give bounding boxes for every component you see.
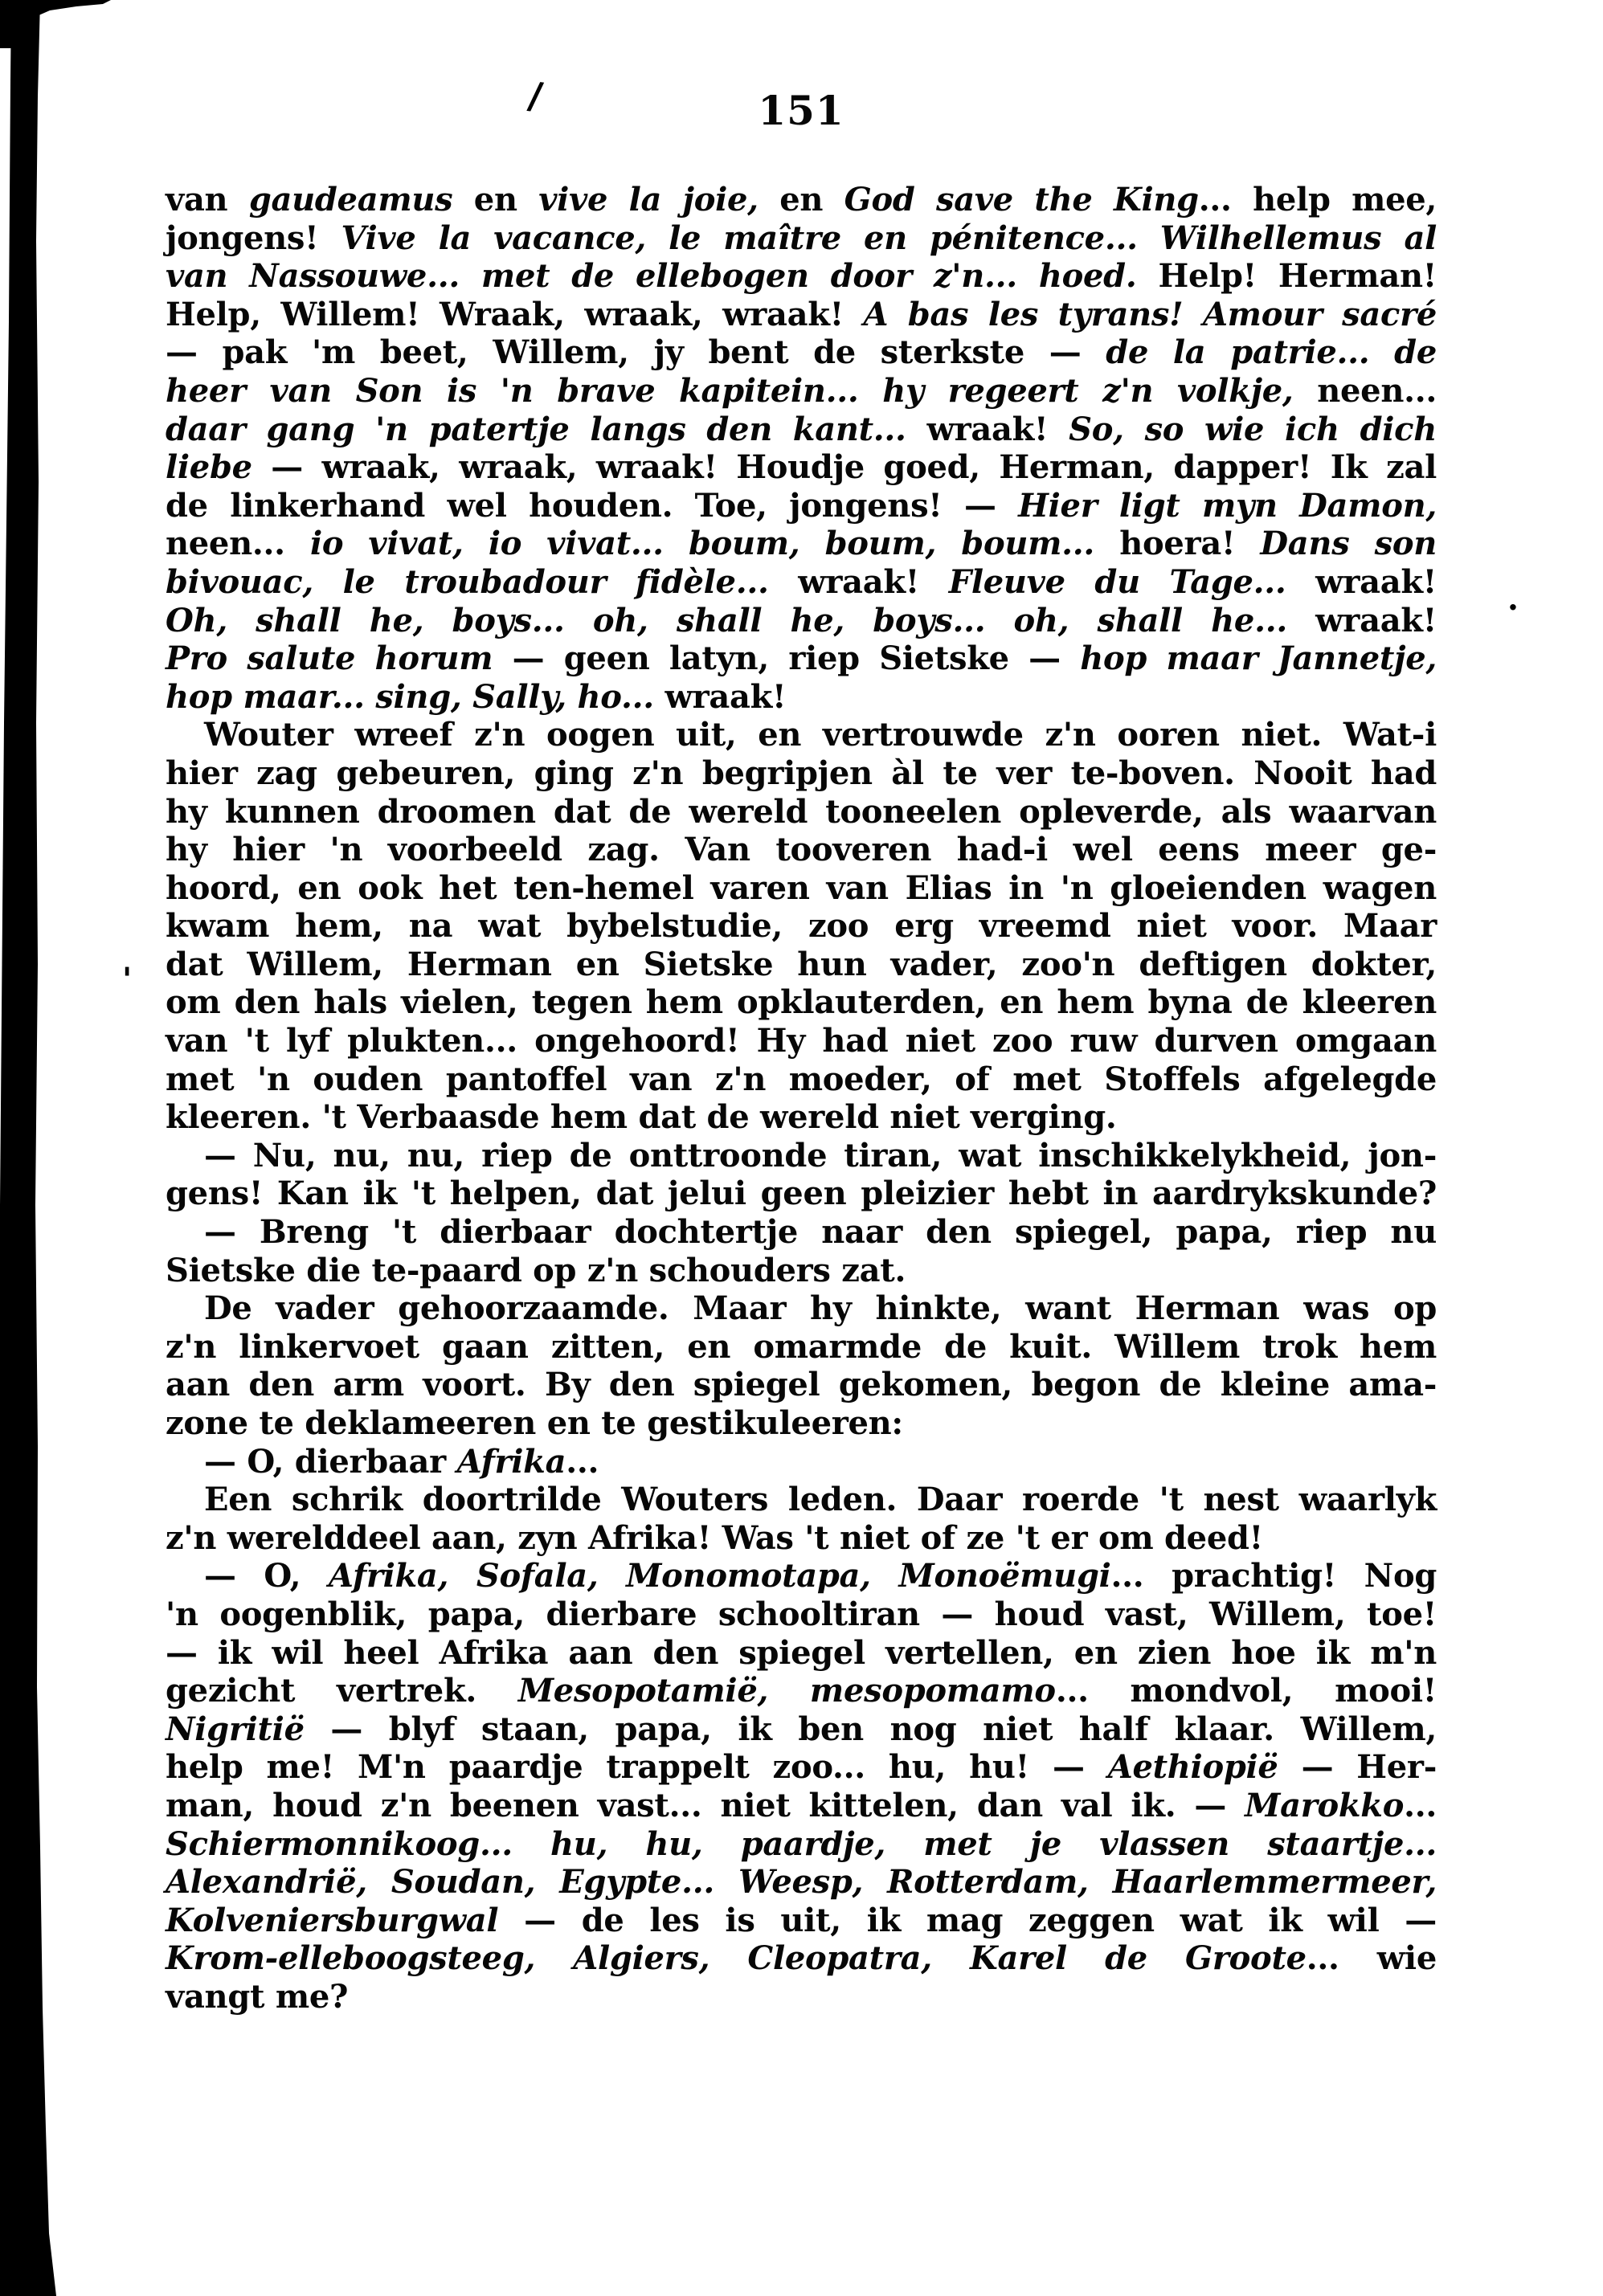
roman-text: Help! Herman! — [1136, 257, 1437, 296]
roman-text: hy hier 'n voorbeeld zag. Van tooveren had-i wel eens meer ge- — [166, 831, 1437, 869]
italic-text: Nigritië — [166, 1710, 305, 1748]
roman-text: Sietske die te-paard op z'n schouders zat. — [166, 1251, 906, 1289]
italic-text: vive la joie, — [538, 181, 759, 219]
roman-text: gezicht vertrek. — [166, 1672, 518, 1710]
text-line — [166, 1710, 1437, 1749]
italic-text: Marokko — [1245, 1786, 1405, 1824]
text-line — [166, 1137, 1437, 1175]
roman-text: — Nu, nu, nu, riep de onttroonde tiran, wat inschikkelykheid, jon- — [204, 1136, 1437, 1175]
roman-text: — O, dierbaar — [204, 1442, 457, 1481]
text-line — [166, 1060, 1437, 1099]
text-line — [166, 983, 1437, 1022]
roman-text: Help, Willem! Wraak, wraak, wraak! — [166, 295, 864, 333]
text-line — [166, 1978, 1437, 2016]
italic-text: Hier ligt myn Damon, — [1018, 486, 1437, 525]
italic-text: hop maar Jannetje, — [1080, 639, 1437, 678]
text-line — [166, 1098, 1437, 1137]
italic-text: So, so wie ich dich — [1069, 410, 1437, 448]
text-line — [166, 1787, 1437, 1825]
text-line — [166, 181, 1437, 219]
text-line — [166, 602, 1437, 640]
roman-text: wraak! — [1286, 601, 1437, 639]
text-line — [166, 639, 1437, 678]
roman-text: hoera! — [1094, 525, 1261, 563]
text-line — [166, 1595, 1437, 1634]
roman-text: zone te deklameeren en te gestikuleeren: — [166, 1404, 903, 1442]
roman-text: wraak! — [1286, 562, 1437, 601]
text-line — [166, 219, 1437, 258]
italic-text: Schiermonnikoog... hu, hu, paardje, met je vlassen staartje... — [166, 1824, 1437, 1863]
roman-text: ... — [1404, 1786, 1437, 1824]
text-line — [166, 1863, 1437, 1902]
text-line — [166, 563, 1437, 602]
roman-text: hoord, en ook het ten-hemel varen van Elias in 'n gloeienden wagen — [166, 868, 1437, 907]
italic-text: Mesopotamië, mesopomamo — [517, 1672, 1056, 1710]
scan-artifact-slash: / — [525, 73, 546, 118]
italic-text: hop maar... sing, Sally, ho... — [166, 677, 654, 716]
scan-artifact-dot: . — [1507, 580, 1519, 618]
roman-text: aan den arm voort. By den spiegel gekomen, begon de kleine ama- — [166, 1366, 1437, 1404]
roman-text: wraak! — [653, 677, 787, 716]
roman-text: dat Willem, Herman en Sietske hun vader, zoo'n deftigen dokter, — [166, 945, 1437, 983]
text-line — [166, 1366, 1437, 1404]
roman-text: jongens! — [166, 219, 341, 257]
roman-text: en — [452, 181, 539, 219]
roman-text: neen... — [166, 525, 310, 563]
roman-text: ... prachtig! Nog — [1110, 1557, 1437, 1595]
roman-text: en — [758, 181, 844, 219]
italic-text: daar gang 'n patertje langs den kant... — [166, 410, 906, 448]
roman-text: Een schrik doortrilde Wouters leden. Daar roerde 't nest waarlyk — [204, 1481, 1437, 1519]
page-text-block — [166, 181, 1437, 2016]
italic-text: Kolveniersburgwal — [166, 1901, 499, 1939]
italic-text: bivouac, le troubadour fidèle... — [166, 562, 769, 601]
page-number: 151 — [758, 87, 844, 134]
italic-text: Fleuve du Tage... — [948, 562, 1286, 601]
roman-text: 'n oogenblik, papa, dierbare schooltiran — houd vast, Willem, toe! — [166, 1595, 1437, 1633]
roman-text: kwam hem, na wat bybelstudie, zoo erg vreemd niet voor. Maar — [166, 907, 1437, 946]
roman-text: ... — [566, 1442, 599, 1481]
roman-text: wraak! — [906, 410, 1069, 448]
text-line — [166, 296, 1437, 334]
italic-text: A bas les tyrans! Amour sacré — [863, 295, 1437, 333]
italic-text: Alexandrië, Soudan, Egypte... Weesp, Rotterdam, Haarlemmermeer, — [166, 1863, 1437, 1902]
scan-artifact-tick: ' — [122, 961, 133, 999]
italic-text: Pro salute horum — [166, 639, 493, 678]
roman-text: — O, — [204, 1557, 329, 1595]
roman-text: — Her- — [1278, 1748, 1437, 1787]
roman-text: Wouter wreef z'n oogen uit, en vertrouwde z'n ooren niet. Wat-i — [204, 716, 1437, 754]
text-line — [166, 1022, 1437, 1060]
text-line — [166, 525, 1437, 563]
italic-text: van Nassouwe... met de ellebogen door z'n... hoed. — [166, 257, 1137, 296]
text-line — [166, 1939, 1437, 1978]
roman-text: help me! M'n paardje trappelt zoo... hu, hu! — — [166, 1748, 1108, 1787]
text-line — [166, 1672, 1437, 1710]
roman-text: kleeren. 't Verbaasde hem dat de wereld niet verging. — [166, 1098, 1117, 1137]
italic-text: heer van Son is 'n brave kapitein... hy regeert z'n volkje, — [166, 371, 1294, 410]
italic-text: Oh, shall he, boys... oh, shall he, boys... oh, shall he... — [166, 601, 1287, 639]
text-line — [166, 1902, 1437, 1940]
italic-text: io vivat, io vivat... boum, boum, boum... — [309, 525, 1095, 563]
italic-text: gaudeamus — [248, 181, 453, 219]
text-line — [166, 831, 1437, 869]
roman-text: ... wie — [1306, 1939, 1437, 1978]
text-line — [166, 1328, 1437, 1367]
text-line — [166, 1443, 1437, 1481]
roman-text: — pak 'm beet, Willem, jy bent de sterkste — — [166, 333, 1106, 372]
text-line — [166, 1825, 1437, 1864]
text-line — [166, 1289, 1437, 1328]
text-line — [166, 1557, 1437, 1595]
roman-text: — wraak, wraak, wraak! Houdje goed, Herman, dapper! Ik zal — [251, 448, 1437, 487]
roman-text: hier zag gebeuren, ging z'n begripjen àl te ver te-boven. Nooit had — [166, 754, 1437, 792]
roman-text: De vader gehoorzaamde. Maar hy hinkte, want Herman was op — [204, 1289, 1437, 1328]
roman-text: van 't lyf plukten... ongehoord! Hy had niet zoo ruw durven omgaan — [166, 1022, 1437, 1060]
roman-text: z'n linkervoet gaan zitten, en omarmde de kuit. Willem trok hem — [166, 1327, 1437, 1366]
text-line — [166, 946, 1437, 984]
text-line — [166, 678, 1437, 717]
roman-text: hy kunnen droomen dat de wereld tooneelen opleverde, als waarvan — [166, 792, 1437, 831]
italic-text: liebe — [166, 448, 252, 487]
text-line — [166, 907, 1437, 946]
roman-text: — ik wil heel Afrika aan den spiegel vertellen, en zien hoe ik m'n — [166, 1633, 1437, 1672]
italic-text: Afrika, Sofala, Monomotapa, Monoëmugi — [328, 1557, 1111, 1595]
text-line — [166, 1404, 1437, 1443]
text-line — [166, 333, 1437, 372]
roman-text: de linkerhand wel houden. Toe, jongens! — — [166, 486, 1019, 525]
text-line — [166, 1481, 1437, 1519]
roman-text: met 'n ouden pantoffel van z'n moeder, of met Stoffels afgelegde — [166, 1060, 1437, 1098]
text-line — [166, 1634, 1437, 1673]
text-line — [166, 1175, 1437, 1213]
text-line — [166, 754, 1437, 793]
roman-text: — Breng 't dierbaar dochtertje naar den spiegel, papa, riep nu — [204, 1213, 1437, 1252]
italic-text: Afrika — [456, 1442, 566, 1481]
roman-text: neen... — [1293, 371, 1437, 410]
text-line — [166, 869, 1437, 908]
text-line — [166, 487, 1437, 525]
roman-text: wraak! — [768, 562, 949, 601]
text-line — [166, 257, 1437, 296]
text-line — [166, 1519, 1437, 1558]
roman-text: gens! Kan ik 't helpen, dat jelui geen pleizier hebt in aardrykskunde? — [166, 1175, 1437, 1213]
roman-text: vangt me? — [166, 1977, 349, 2016]
italic-text: Vive la vacance, le maître en pénitence... Wilhellemus al — [341, 219, 1437, 257]
italic-text: God save the King — [844, 181, 1199, 219]
text-line — [166, 448, 1437, 487]
roman-text: ... mondvol, mooi! — [1055, 1672, 1437, 1710]
text-line — [166, 793, 1437, 831]
text-line — [166, 1252, 1437, 1290]
italic-text: Dans son — [1260, 525, 1437, 563]
roman-text: — blyf staan, papa, ik ben nog niet half klaar. Willem, — [304, 1710, 1437, 1748]
roman-text: z'n werelddeel aan, zyn Afrika! Was 't niet of ze 't er om deed! — [166, 1518, 1263, 1557]
roman-text: ... help mee, — [1198, 181, 1437, 219]
left-scan-bar — [0, 0, 64, 2296]
italic-text: Aethiopië — [1107, 1748, 1278, 1787]
text-line — [166, 1213, 1437, 1252]
text-line — [166, 716, 1437, 754]
italic-text: de la patrie... de — [1106, 333, 1437, 372]
text-line — [166, 372, 1437, 411]
text-line — [166, 411, 1437, 449]
top-scan-strip — [0, 0, 121, 48]
roman-text: van — [166, 181, 249, 219]
italic-text: Krom-elleboogsteeg, Algiers, Cleopatra, Karel de Groote — [166, 1939, 1307, 1978]
roman-text: om den hals vielen, tegen hem opklauterden, en hem byna de kleeren — [166, 983, 1437, 1022]
roman-text: — de les is uit, ik mag zeggen wat ik wil — — [498, 1901, 1437, 1939]
roman-text: — geen latyn, riep Sietske — — [493, 639, 1081, 678]
roman-text: man, houd z'n beenen vast... niet kittelen, dan val ik. — — [166, 1786, 1245, 1824]
text-line — [166, 1748, 1437, 1787]
